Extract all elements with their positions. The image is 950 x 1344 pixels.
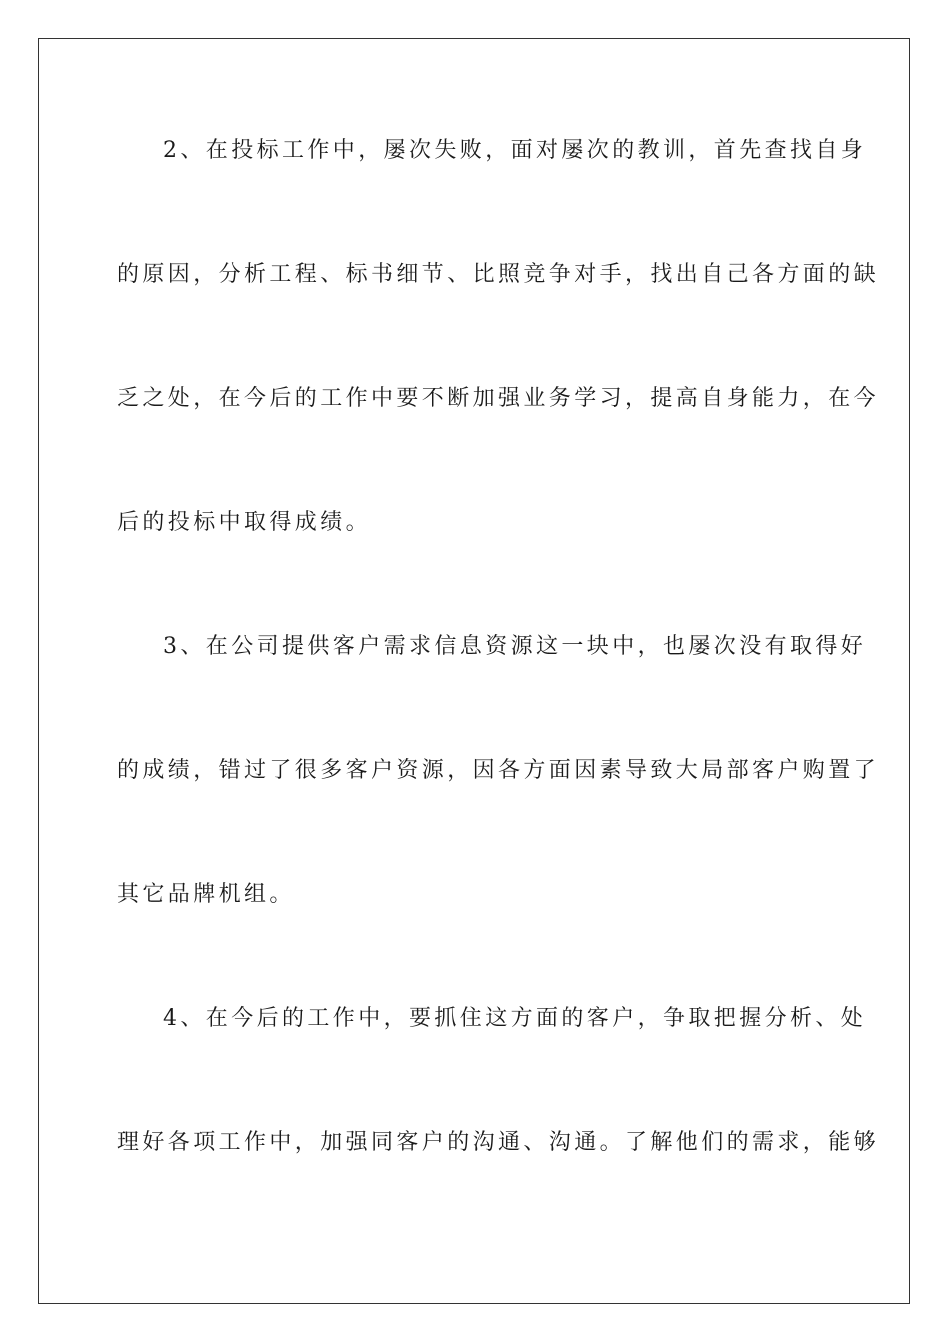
paragraph-3-line-2: 的成绩，错过了很多客户资源，因各方面因素导致大局部客户购置了 [117,758,880,783]
paragraph-2-line-4: 后的投标中取得成绩。 [117,510,372,535]
paragraph-2-line-2: 的原因，分析工程、标书细节、比照竞争对手，找出自己各方面的缺 [117,262,880,287]
page-border [38,38,910,1304]
paragraph-3-line-1: 3、在公司提供客户需求信息资源这一块中，也屡次没有取得好 [163,634,867,659]
paragraph-3-line-3: 其它品牌机组。 [117,882,295,907]
paragraph-4-line-1: 4、在今后的工作中，要抓住这方面的客户，争取把握分析、处 [163,1006,867,1031]
paragraph-4-line-2: 理好各项工作中，加强同客户的沟通、沟通。了解他们的需求，能够 [117,1130,880,1155]
paragraph-2-line-1: 2、在投标工作中，屡次失败，面对屡次的教训，首先查找自身 [163,138,867,163]
paragraph-2-line-3: 乏之处，在今后的工作中要不断加强业务学习，提高自身能力，在今 [117,386,880,411]
